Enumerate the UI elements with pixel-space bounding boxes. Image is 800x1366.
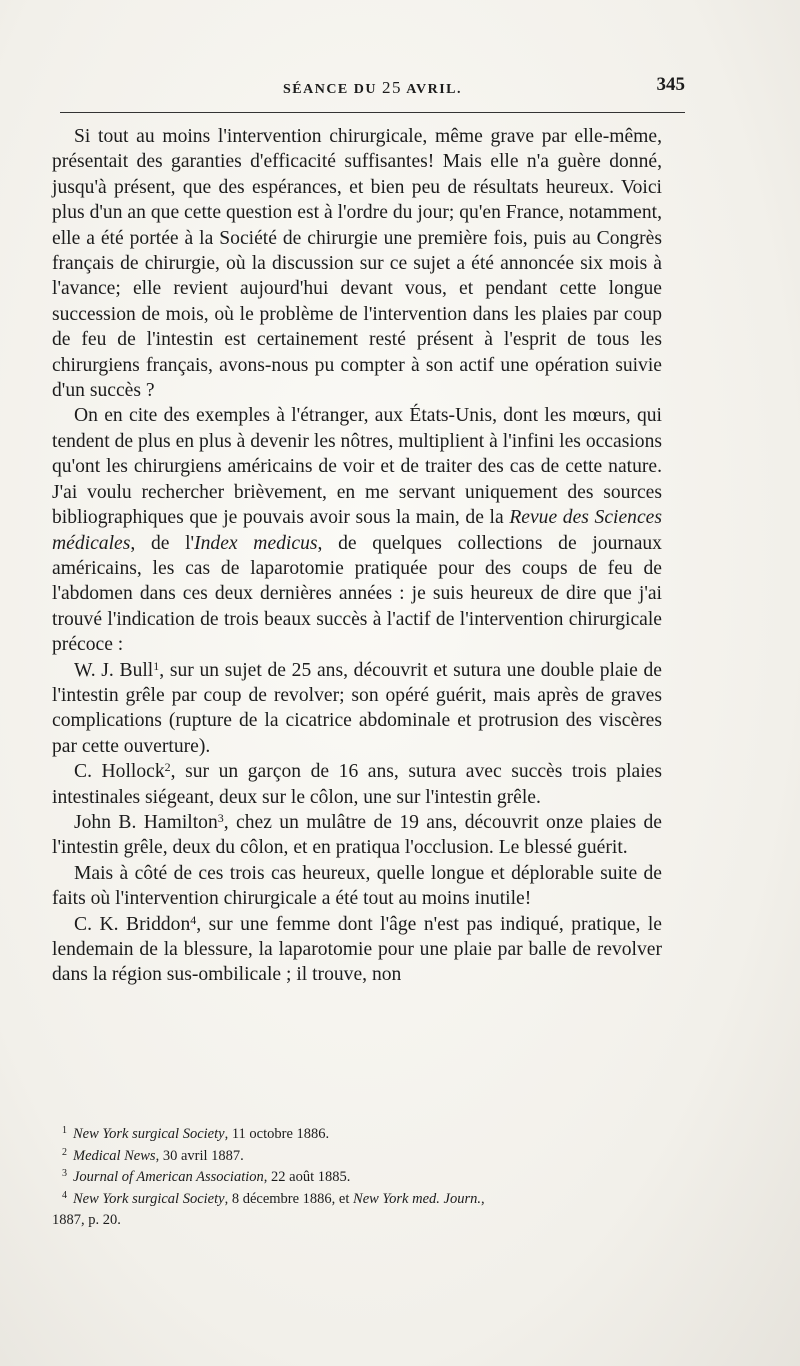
paragraph-2-text-b: , de l' xyxy=(130,532,195,554)
paragraph-2-text-a: On en cite des exemples à l'étranger, aux États-Unis, dont les mœurs, qui tendent de plus en plus à devenir les nôtres, multiplient à l'infini les occasions qu'ont les chirurgiens américains de voir et de traiter des cas de cette nature. J'ai voulu rechercher brièvement, en me servant uniquement des sources bibliographiques que je pouvais avoir sous la main, de la xyxy=(52,405,662,529)
paragraph-7-text: , sur une femme dont l'âge n'est pas indiqué, pratique, le lendemain de la blessure, la laparotomie pour une plaie par balle de revolver dans la région sus-ombilicale ; il trouve, non xyxy=(52,913,662,986)
running-head-prefix: SÉANCE DU xyxy=(282,82,382,97)
footnote-2-source: Medical News xyxy=(73,1147,156,1164)
paragraph-7 xyxy=(52,912,662,988)
paragraph-4 xyxy=(52,759,662,810)
paragraph-5 xyxy=(52,810,662,861)
footnote-1 xyxy=(52,1124,662,1146)
index-medicus-title: Index medicus xyxy=(194,532,318,554)
footnote-2-date: , 30 avril 1887. xyxy=(155,1147,244,1164)
body-text xyxy=(52,124,662,988)
paragraph-5-text: , chez un mulâtre de 19 ans, découvrit onze plaies de l'intestin grêle, deux du côlon, et en pratiqua l'occlusion. Le blessé guérit. xyxy=(52,811,662,859)
footnotes xyxy=(52,1124,662,1232)
page-header xyxy=(60,74,685,102)
header-rule xyxy=(60,112,685,113)
footnote-ref-4: 4 xyxy=(190,912,197,927)
footnote-4 xyxy=(52,1189,662,1211)
paragraph-2-text-c: , de quelques collections de journaux américains, les cas de laparotomie pratiquée pour des coups de feu de l'abdomen dans ces deux dernières années : je suis heureux de dire que j'ai trouvé l'indication de trois beaux succès à l'actif de l'intervention chirurgicale précoce : xyxy=(52,532,662,656)
surgeon-hollock: C. Hollock xyxy=(74,761,165,783)
paragraph-2 xyxy=(52,403,662,657)
footnote-2 xyxy=(52,1146,662,1168)
paragraph-3-text: , sur un sujet de 25 ans, découvrit et sutura une double plaie de l'intestin grêle par coup de revolver; son opéré guérit, mais après de graves complications (rupture de la cicatrice abdominale et protrusion des viscères par cette ouverture). xyxy=(52,659,663,757)
footnote-4-mark: 4 xyxy=(62,1189,67,1201)
footnote-3-source: Journal of American Association xyxy=(73,1169,264,1185)
footnote-ref-1: 1 xyxy=(153,658,160,673)
footnote-3-date: , 22 août 1885. xyxy=(263,1169,351,1185)
page-number: 345 xyxy=(656,74,685,95)
running-head-date: 25 xyxy=(381,78,402,97)
footnote-4-source: New York surgical Society xyxy=(73,1190,225,1207)
footnote-2-mark: 2 xyxy=(62,1146,67,1158)
paragraph-4-text: , sur un garçon de 16 ans, sutura avec succès trois plaies intestinales siégeant, deux sur le côlon, une sur l'intestin grêle. xyxy=(52,761,662,808)
footnote-3-mark: 3 xyxy=(62,1168,67,1179)
paragraph-6: Mais à côté de ces trois cas heureux, quelle longue et déplorable suite de faits où l'intervention chirurgicale a été tout au moins inutile! xyxy=(52,862,662,910)
paragraph-1: Si tout au moins l'intervention chirurgicale, même grave par elle-même, présentait des garanties d'efficacité suffisantes! Mais elle n'a guère donné, jusqu'à présent, que des espérances, et bien peu de résultats heureux. Voici plus d'un an que cette question est à l'ordre du jour; qu'en France, notamment, elle a été portée à la Société de chirurgie une première fois, puis au Congrès français de chirurgie, où la discussion sur ce sujet a été annoncée six mois à l'avance; elle revient aujourd'hui devant vous, et pendant cette longue succession de mois, où le problème de l'intervention dans les plaies par coup de feu de l'intestin est certainement resté présent à l'esprit de tous les chirurgiens français, avons-nous pu compter à son actif une opération suivie d'un succès ? xyxy=(52,126,662,402)
surgeon-bull: W. J. Bull xyxy=(74,659,154,681)
footnote-1-date: , 11 octobre 1886. xyxy=(224,1126,330,1142)
footnote-1-source: New York surgical Society xyxy=(73,1126,225,1142)
surgeon-briddon: C. K. Briddon xyxy=(74,913,191,935)
footnote-4-date: , 8 décembre 1886, et xyxy=(224,1190,354,1207)
footnote-4-comma: , xyxy=(480,1190,485,1207)
footnote-3 xyxy=(52,1167,662,1189)
running-head xyxy=(60,78,685,98)
footnote-4-continuation: 1887, p. 20. xyxy=(52,1212,121,1228)
footnote-4-source-2: New York med. Journ. xyxy=(353,1190,481,1207)
paragraph-3 xyxy=(52,658,662,760)
footnote-1-mark: 1 xyxy=(62,1125,67,1136)
footnote-ref-2: 2 xyxy=(164,760,171,775)
revue-title: Revue des Sciences médicales xyxy=(52,507,662,554)
surgeon-hamilton: John B. Hamilton xyxy=(74,811,218,833)
running-head-month: AVRIL. xyxy=(401,82,463,97)
footnote-ref-3: 3 xyxy=(217,810,224,825)
